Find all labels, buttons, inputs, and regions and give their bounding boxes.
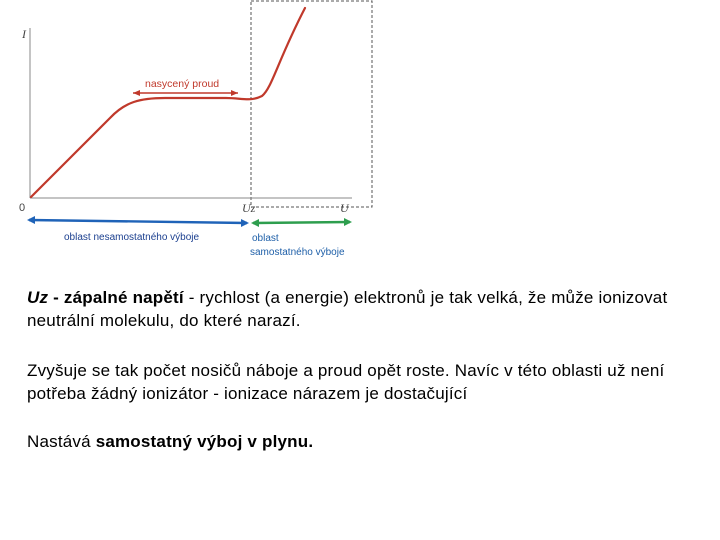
carrier-increase-paragraph: Zvyšuje se tak počet nosičů náboje a proud opět roste. Navíc v této oblasti už není potřeba žádný ionizátor - ionizace nárazem je dostačující: [27, 361, 665, 403]
nonself-region-arrow-right-head: [241, 219, 249, 227]
nonself-region-label: oblast nesamostatného výboje: [64, 232, 200, 243]
self-region-label-line1: oblast: [252, 233, 279, 244]
self-discharge-term: samostatný výboj v plynu.: [95, 432, 314, 451]
ignition-voltage-explanation: - rychlost (a energie) elektronů je tak velká, že může ionizovat neutrální molekulu, do které narazí.: [27, 288, 668, 330]
origin-label: 0: [19, 202, 26, 214]
saturation-arrow-left-head: [133, 90, 140, 96]
saturation-current-label: nasycený proud: [145, 78, 220, 90]
uz-term: Uz: [27, 288, 49, 307]
self-region-arrow-left-head: [251, 219, 259, 227]
current-voltage-curve: [31, 8, 305, 197]
ignition-voltage-paragraph: [27, 286, 707, 332]
self-region-label-line2: samostatného výboje: [250, 247, 345, 258]
self-discharge-paragraph: [27, 430, 707, 453]
nonself-region-arrow-left-head: [27, 216, 35, 224]
y-axis-label: I: [22, 27, 26, 41]
u-axis-label: U: [340, 201, 349, 215]
nonself-region-arrow: [29, 220, 247, 223]
self-discharge-region-box: [251, 1, 372, 207]
ignition-voltage-term: - zápalné napětí: [48, 288, 184, 307]
uz-tick-label: Uz: [242, 201, 256, 215]
saturation-arrow-right-head: [231, 90, 238, 96]
self-discharge-prefix: Nastává: [27, 432, 96, 451]
self-region-arrow: [253, 222, 350, 223]
self-region-arrow-right-head: [344, 218, 352, 226]
